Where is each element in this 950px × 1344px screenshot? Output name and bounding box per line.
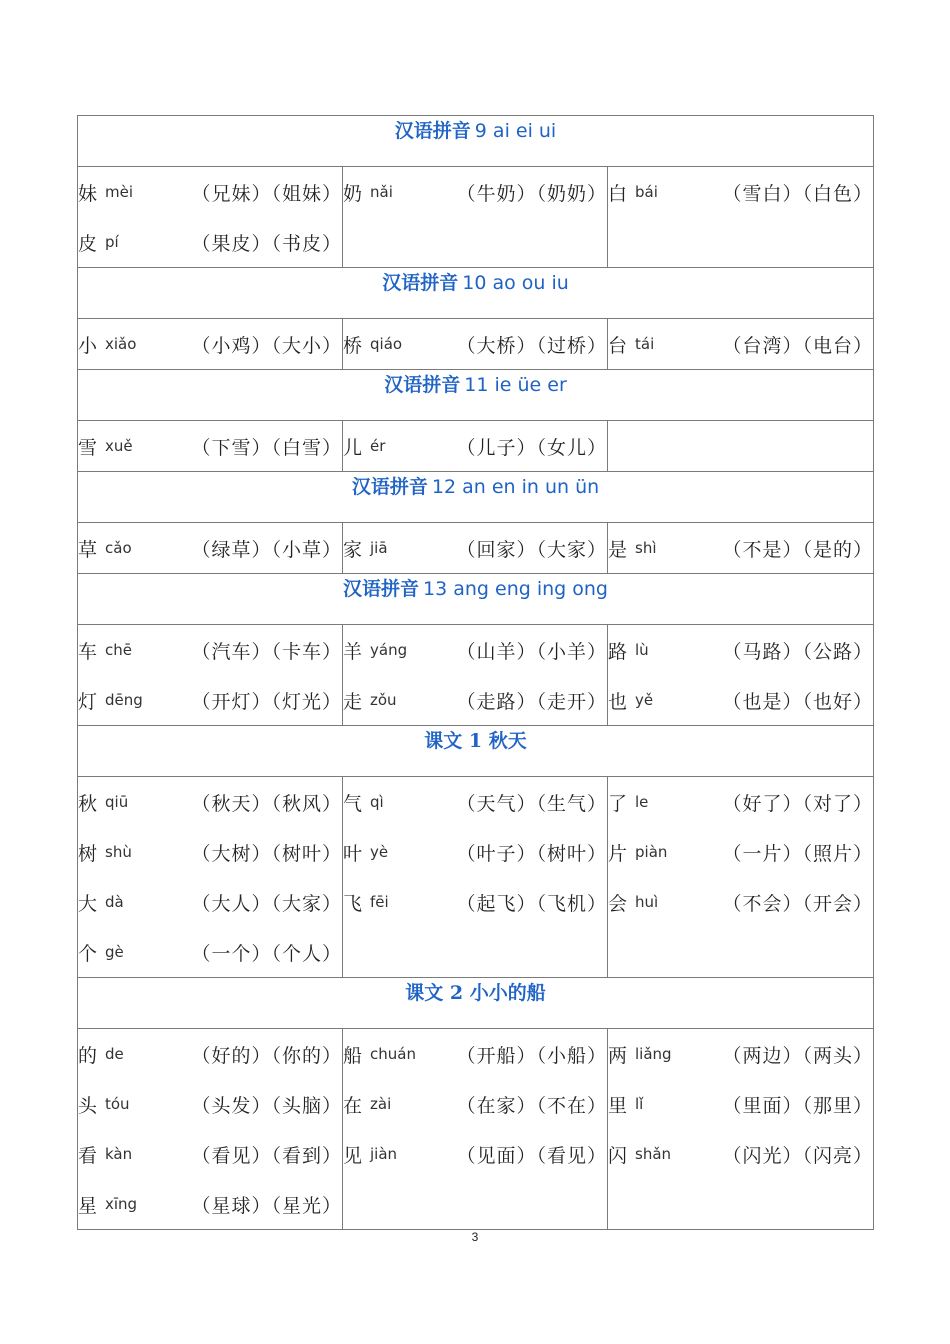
character: 头 xyxy=(78,1094,98,1117)
section-header xyxy=(78,116,874,167)
content-cell xyxy=(608,625,874,726)
content-cell xyxy=(608,523,874,574)
example-words: （好的）（你的） xyxy=(191,1044,342,1067)
content-cell xyxy=(78,421,343,472)
pinyin: dà xyxy=(105,893,124,911)
character: 在 xyxy=(343,1094,363,1117)
section-header-row xyxy=(78,574,874,625)
example-words: （闪光）（闪亮） xyxy=(722,1144,874,1167)
character: 白 xyxy=(608,182,628,205)
pinyin: pí xyxy=(105,233,119,251)
character: 羊 xyxy=(343,640,363,663)
section-title: 汉语拼音 xyxy=(394,120,471,142)
content-cell xyxy=(608,167,874,268)
pinyin: piàn xyxy=(635,843,668,861)
character: 草 xyxy=(78,538,98,561)
example-words: （秋天）（秋风） xyxy=(191,792,342,815)
vocab-entry xyxy=(78,1129,342,1179)
section-title: 汉语拼音 xyxy=(384,374,461,396)
pinyin: dēng xyxy=(105,691,143,709)
pinyin: yě xyxy=(635,691,654,709)
character: 见 xyxy=(343,1144,363,1167)
character: 秋 xyxy=(78,792,98,815)
section-header xyxy=(78,726,874,777)
character: 星 xyxy=(78,1194,98,1217)
example-words: （一个）（个人） xyxy=(191,942,342,965)
example-words: （好了）（对了） xyxy=(722,792,874,815)
section-header xyxy=(78,574,874,625)
vocab-entry xyxy=(608,1029,873,1079)
section-content-row xyxy=(78,523,874,574)
pinyin: yè xyxy=(370,843,389,861)
example-words: （开船）（小船） xyxy=(456,1044,607,1067)
section-pinyin: 12 an en in un ün xyxy=(431,476,600,498)
pinyin: de xyxy=(105,1045,124,1063)
section-title: 汉语拼音 xyxy=(382,272,459,294)
pinyin: nǎi xyxy=(370,183,393,201)
example-words: （果皮）（书皮） xyxy=(191,232,342,255)
example-words: （雪白）（白色） xyxy=(722,182,874,205)
vocab-entry xyxy=(343,827,607,877)
pinyin: jiàn xyxy=(370,1145,398,1163)
vocab-entry xyxy=(608,1079,873,1129)
example-words: （头发）（头脑） xyxy=(191,1094,342,1117)
pinyin: fēi xyxy=(370,893,389,911)
example-words: （星球）（星光） xyxy=(191,1194,342,1217)
character: 奶 xyxy=(343,182,363,205)
pinyin: qiáo xyxy=(370,335,403,353)
content-cell xyxy=(78,777,343,978)
pinyin: le xyxy=(635,793,649,811)
content-cell xyxy=(78,167,343,268)
section-header xyxy=(78,978,874,1029)
content-cell xyxy=(608,319,874,370)
vocab-entry xyxy=(343,167,607,217)
pinyin: xiǎo xyxy=(105,335,137,353)
pinyin: qiū xyxy=(105,793,129,811)
character: 小 xyxy=(78,334,98,357)
section-title: 课文 1 秋天 xyxy=(424,730,527,752)
character: 是 xyxy=(608,538,628,561)
vocab-entry xyxy=(343,777,607,827)
character: 大 xyxy=(78,892,98,915)
character: 的 xyxy=(78,1044,98,1067)
character: 两 xyxy=(608,1044,628,1067)
example-words: （牛奶）（奶奶） xyxy=(456,182,607,205)
section-pinyin: 11 ie üe er xyxy=(464,374,567,396)
character: 也 xyxy=(608,690,628,713)
vocab-entry xyxy=(78,421,342,471)
section-header-row xyxy=(78,370,874,421)
character: 片 xyxy=(608,842,628,865)
example-words: （一片）（照片） xyxy=(722,842,874,865)
pinyin: zǒu xyxy=(370,691,397,709)
section-content-row xyxy=(78,1029,874,1230)
pinyin: shǎn xyxy=(635,1145,672,1163)
pinyin: yáng xyxy=(370,641,408,659)
vocab-entry xyxy=(78,927,342,977)
pinyin: ér xyxy=(370,437,386,455)
example-words: （马路）（公路） xyxy=(722,640,874,663)
section-header-row xyxy=(78,116,874,167)
example-words: （大树）（树叶） xyxy=(191,842,342,865)
character: 会 xyxy=(608,892,628,915)
section-title: 课文 2 小小的船 xyxy=(405,982,546,1004)
vocab-entry xyxy=(343,421,607,471)
pinyin: gè xyxy=(105,943,124,961)
content-cell xyxy=(78,1029,343,1230)
content-cell xyxy=(343,319,608,370)
vocab-entry xyxy=(78,523,342,573)
example-words: （不会）（开会） xyxy=(722,892,874,915)
example-words: （大人）（大家） xyxy=(191,892,342,915)
pinyin: lǐ xyxy=(635,1095,644,1113)
example-words: （见面）（看见） xyxy=(456,1144,607,1167)
example-words: （汽车）（卡车） xyxy=(191,640,342,663)
vocab-entry xyxy=(78,777,342,827)
content-cell xyxy=(343,167,608,268)
character: 个 xyxy=(78,942,98,965)
example-words: （不是）（是的） xyxy=(722,538,874,561)
example-words: （起飞）（飞机） xyxy=(456,892,607,915)
pinyin: mèi xyxy=(105,183,134,201)
character: 了 xyxy=(608,792,628,815)
pinyin: huì xyxy=(635,893,659,911)
character: 里 xyxy=(608,1094,628,1117)
character: 树 xyxy=(78,842,98,865)
vocab-entry xyxy=(608,827,873,877)
pinyin: tóu xyxy=(105,1095,130,1113)
vocab-entry xyxy=(343,523,607,573)
character: 妹 xyxy=(78,182,98,205)
vocab-entry xyxy=(608,877,873,927)
vocab-entry xyxy=(343,675,607,725)
vocab-entry xyxy=(343,1129,607,1179)
character: 叶 xyxy=(343,842,363,865)
section-pinyin: 13 ang eng ing ong xyxy=(423,578,608,600)
content-cell xyxy=(343,421,608,472)
section-pinyin: 9 ai ei ui xyxy=(474,120,557,142)
vocab-entry xyxy=(343,319,607,369)
pinyin: xīng xyxy=(105,1195,138,1213)
section-title: 汉语拼音 xyxy=(343,578,420,600)
section-header-row xyxy=(78,978,874,1029)
pinyin: bái xyxy=(635,183,658,201)
character: 车 xyxy=(78,640,98,663)
character: 儿 xyxy=(343,436,363,459)
vocab-entry xyxy=(608,167,873,217)
section-header-row xyxy=(78,268,874,319)
example-words: （也是）（也好） xyxy=(722,690,874,713)
example-words: （小鸡）（大小） xyxy=(191,334,342,357)
vocab-entry xyxy=(608,319,873,369)
vocab-entry xyxy=(78,675,342,725)
pinyin: liǎng xyxy=(635,1045,672,1063)
example-words: （里面）（那里） xyxy=(722,1094,874,1117)
pinyin: chuán xyxy=(370,1045,416,1063)
section-content-row xyxy=(78,777,874,978)
pinyin: qì xyxy=(370,793,384,811)
content-cell xyxy=(343,625,608,726)
example-words: （绿草）（小草） xyxy=(191,538,342,561)
pinyin: kàn xyxy=(105,1145,133,1163)
vocabulary-table xyxy=(77,115,874,1230)
vocab-entry xyxy=(78,167,342,217)
character: 皮 xyxy=(78,232,98,255)
pinyin: tái xyxy=(635,335,655,353)
vocab-entry xyxy=(78,1079,342,1129)
character: 雪 xyxy=(78,436,98,459)
example-words: （在家）（不在） xyxy=(456,1094,607,1117)
pinyin: jiā xyxy=(370,539,388,557)
content-cell xyxy=(608,777,874,978)
vocab-entry xyxy=(608,523,873,573)
character: 台 xyxy=(608,334,628,357)
content-cell xyxy=(608,421,874,472)
content-cell xyxy=(78,523,343,574)
character: 气 xyxy=(343,792,363,815)
character: 桥 xyxy=(343,334,363,357)
character: 船 xyxy=(343,1044,363,1067)
content-cell xyxy=(78,625,343,726)
pinyin: chē xyxy=(105,641,132,659)
section-content-row xyxy=(78,319,874,370)
pinyin: lù xyxy=(635,641,649,659)
example-words: （看见）（看到） xyxy=(191,1144,342,1167)
content-cell xyxy=(608,1029,874,1230)
example-words: （天气）（生气） xyxy=(456,792,607,815)
character: 路 xyxy=(608,640,628,663)
character: 家 xyxy=(343,538,363,561)
pinyin: shì xyxy=(635,539,657,557)
pinyin: shù xyxy=(105,843,132,861)
example-words: （回家）（大家） xyxy=(456,538,607,561)
vocab-entry xyxy=(78,1029,342,1079)
section-header-row xyxy=(78,726,874,777)
vocab-entry xyxy=(608,625,873,675)
pinyin: cǎo xyxy=(105,539,132,557)
pinyin: zài xyxy=(370,1095,392,1113)
character: 飞 xyxy=(343,892,363,915)
content-cell xyxy=(343,523,608,574)
section-title: 汉语拼音 xyxy=(351,476,428,498)
vocab-entry xyxy=(608,675,873,725)
section-content-row xyxy=(78,625,874,726)
vocab-entry xyxy=(78,625,342,675)
example-words: （下雪）（白雪） xyxy=(191,436,342,459)
section-content-row xyxy=(78,421,874,472)
example-words: （大桥）（过桥） xyxy=(456,334,607,357)
example-words: （山羊）（小羊） xyxy=(456,640,607,663)
example-words: （开灯）（灯光） xyxy=(191,690,342,713)
vocab-entry xyxy=(343,1079,607,1129)
vocab-entry xyxy=(343,625,607,675)
content-cell xyxy=(78,319,343,370)
section-pinyin: 10 ao ou iu xyxy=(462,272,569,294)
vocab-entry xyxy=(78,1179,342,1229)
example-words: （儿子）（女儿） xyxy=(456,436,607,459)
section-header xyxy=(78,472,874,523)
example-words: （走路）（走开） xyxy=(456,690,607,713)
content-cell xyxy=(343,777,608,978)
character: 灯 xyxy=(78,690,98,713)
example-words: （台湾）（电台） xyxy=(722,334,874,357)
example-words: （两边）（两头） xyxy=(722,1044,874,1067)
section-header xyxy=(78,370,874,421)
character: 闪 xyxy=(608,1144,628,1167)
vocab-entry xyxy=(78,877,342,927)
vocab-entry xyxy=(78,217,342,267)
vocab-entry xyxy=(608,1129,873,1179)
vocab-entry xyxy=(78,319,342,369)
content-cell xyxy=(343,1029,608,1230)
vocab-entry xyxy=(343,1029,607,1079)
character: 走 xyxy=(343,690,363,713)
example-words: （叶子）（树叶） xyxy=(456,842,607,865)
section-content-row xyxy=(78,167,874,268)
vocab-entry xyxy=(343,877,607,927)
vocab-entry xyxy=(608,777,873,827)
example-words: （兄妹）（姐妹） xyxy=(191,182,342,205)
page-number: 3 xyxy=(471,1230,479,1244)
vocab-entry xyxy=(78,827,342,877)
pinyin: xuě xyxy=(105,437,133,455)
character: 看 xyxy=(78,1144,98,1167)
section-header-row xyxy=(78,472,874,523)
section-header xyxy=(78,268,874,319)
